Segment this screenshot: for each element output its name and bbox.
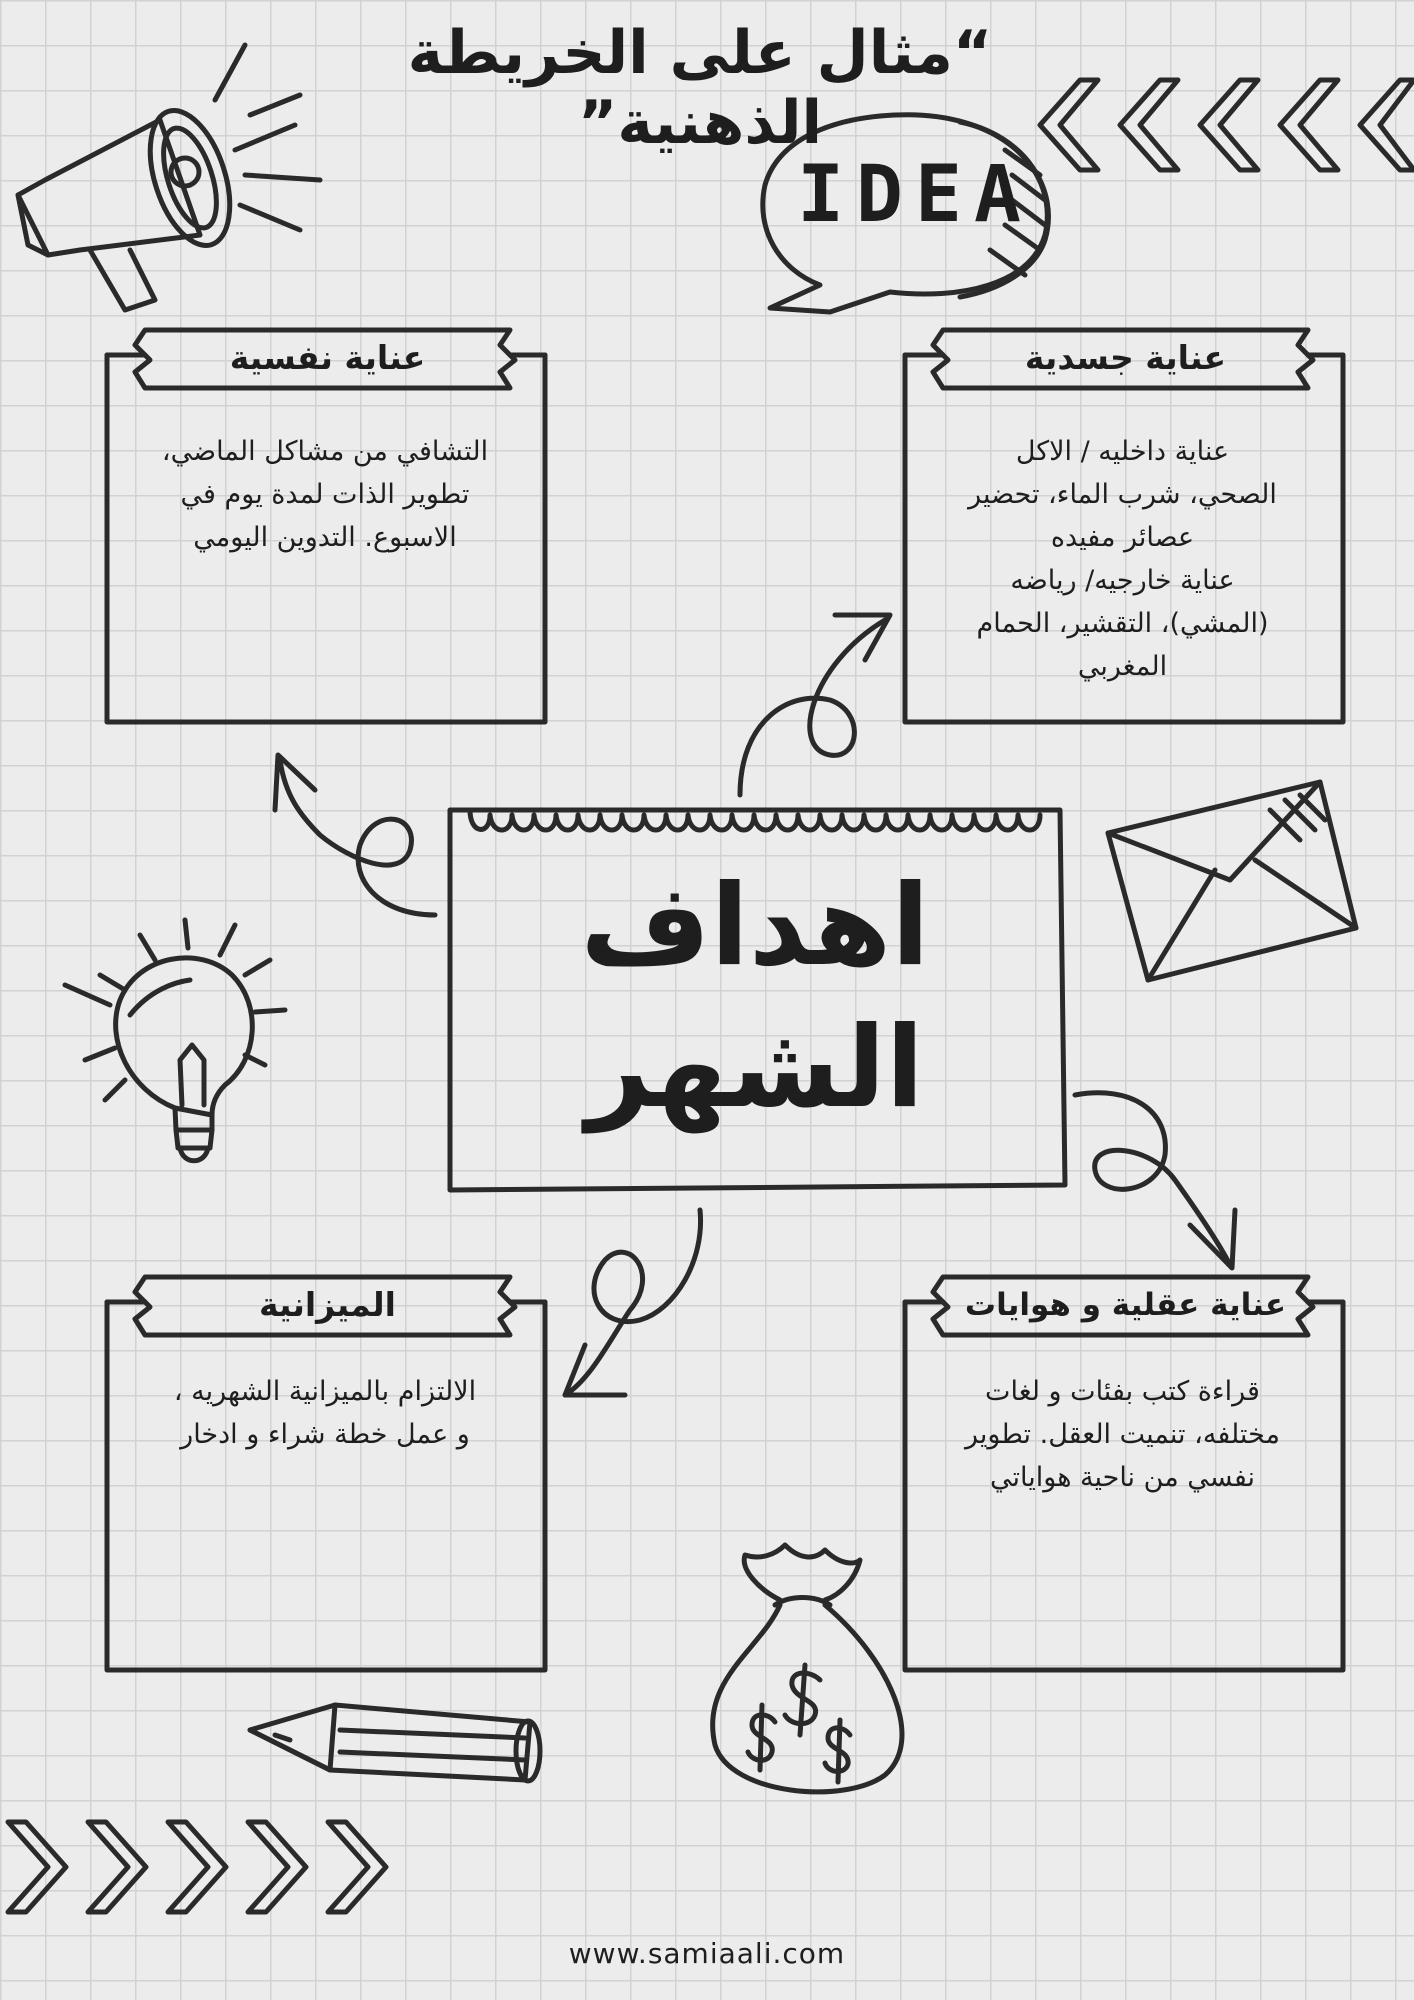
idea-bubble-text: IDEA xyxy=(797,150,1033,240)
lightbulb-icon xyxy=(65,920,285,1161)
footer-url[interactable]: www.samiaali.com xyxy=(568,1937,846,1970)
box-psychological-heading: عناية نفسية xyxy=(229,338,426,377)
box-budget-body: الالتزام بالميزانية الشهريه ، و عمل خطة شراء و ادخار xyxy=(173,1376,477,1450)
box-physical-body: عناية داخليه / الاكل الصحي، شرب الماء، تحضير عصائر مفيده عناية خارجيه/ رياضه (المشي)، التقشير، الحمام المغربي xyxy=(968,436,1277,682)
arrow-to-psychological xyxy=(275,755,435,915)
money-bag-icon xyxy=(713,1545,902,1792)
pencil-icon xyxy=(250,1705,540,1781)
box-mental-body: قراءة كتب بفئات و لغات مختلفه، تنميت العقل. تطوير نفسي من ناحية هواياتي xyxy=(965,1376,1280,1493)
arrow-to-mental xyxy=(1075,1093,1235,1268)
arrow-to-physical xyxy=(740,615,890,795)
center-goal-text: اهداف الشهر xyxy=(580,861,930,1133)
arrow-to-budget xyxy=(565,1210,701,1395)
page-title: “مثال على الخريطة الذهنية” xyxy=(407,18,993,158)
box-budget-frame xyxy=(107,1277,545,1670)
envelope-icon xyxy=(1108,782,1356,980)
box-budget-heading: الميزانية xyxy=(258,1285,396,1324)
box-physical-heading: عناية جسدية xyxy=(1024,338,1227,377)
box-mental-heading: عناية عقلية و هوايات xyxy=(964,1287,1287,1323)
megaphone-icon xyxy=(18,45,320,310)
chevrons-right-icon xyxy=(8,1822,386,1912)
box-psychological-body: التشافي من مشاكل الماضي، تطوير الذات لمدة يوم في الاسبوع. التدوين اليومي xyxy=(161,436,489,553)
